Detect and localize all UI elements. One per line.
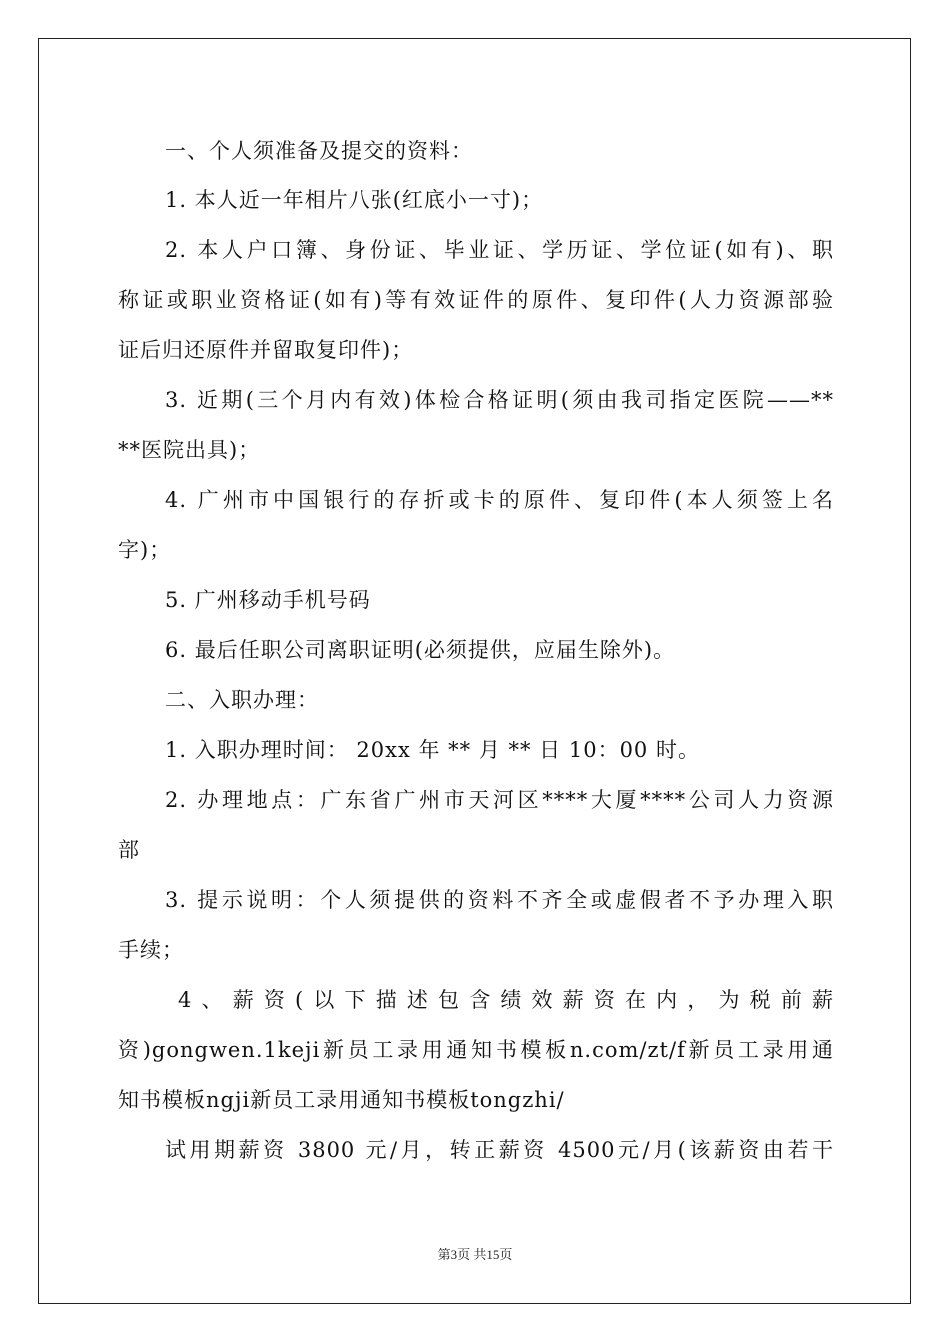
onboarding-location-line-1: 2. 办理地点：广东省广州市天河区****大厦****公司人力资源 bbox=[165, 788, 834, 812]
item-mobile-number: 5. 广州移动手机号码 bbox=[165, 588, 371, 612]
item-certificates-line-2: 称证或职业资格证(如有)等有效证件的原件、复印件(人力资源部验 bbox=[118, 288, 834, 312]
section-heading-onboarding: 二、入职办理： bbox=[165, 688, 319, 712]
item-bank-card-line-1: 4. 广州市中国银行的存折或卡的原件、复印件(本人须签上名 bbox=[165, 488, 834, 512]
item-health-check-line-1: 3. 近期(三个月内有效)体检合格证明(须由我司指定医院——** bbox=[165, 388, 834, 412]
item-health-check-line-2: **医院出具)； bbox=[118, 438, 261, 462]
salary-heading-line-3: 知书模板ngji新员工录用通知书模板tongzhi/ bbox=[118, 1088, 565, 1112]
item-certificates-line-1: 2. 本人户口簿、身份证、毕业证、学历证、学位证(如有)、职 bbox=[165, 238, 834, 262]
onboarding-location-line-2: 部 bbox=[118, 838, 140, 862]
section-heading-materials: 一、个人须准备及提交的资料： bbox=[165, 139, 473, 163]
salary-heading-line-1: 4、薪资(以下描述包含绩效薪资在内，为税前薪 bbox=[178, 988, 834, 1012]
page-border bbox=[38, 38, 911, 1304]
salary-detail-line-1: 试用期薪资 3800 元/月，转正薪资 4500元/月(该薪资由若干 bbox=[165, 1138, 834, 1162]
onboarding-time: 1. 入职办理时间： 20xx 年 ** 月 ** 日 10：00 时。 bbox=[165, 738, 700, 762]
item-resignation-proof: 6. 最后任职公司离职证明(必须提供，应届生除外)。 bbox=[165, 638, 676, 662]
page-number-footer: 第3页 共15页 bbox=[437, 1247, 513, 1262]
item-bank-card-line-2: 字)； bbox=[118, 538, 172, 562]
item-certificates-line-3: 证后归还原件并留取复印件)； bbox=[118, 338, 414, 362]
salary-heading-line-2: 资)gongwen.1keji新员工录用通知书模板n.com/zt/f新员工录用通 bbox=[118, 1038, 834, 1062]
onboarding-notice-line-1: 3. 提示说明：个人须提供的资料不齐全或虚假者不予办理入职 bbox=[165, 888, 834, 912]
onboarding-notice-line-2: 手续； bbox=[118, 938, 184, 962]
item-photos: 1. 本人近一年相片八张(红底小一寸)； bbox=[165, 188, 544, 212]
